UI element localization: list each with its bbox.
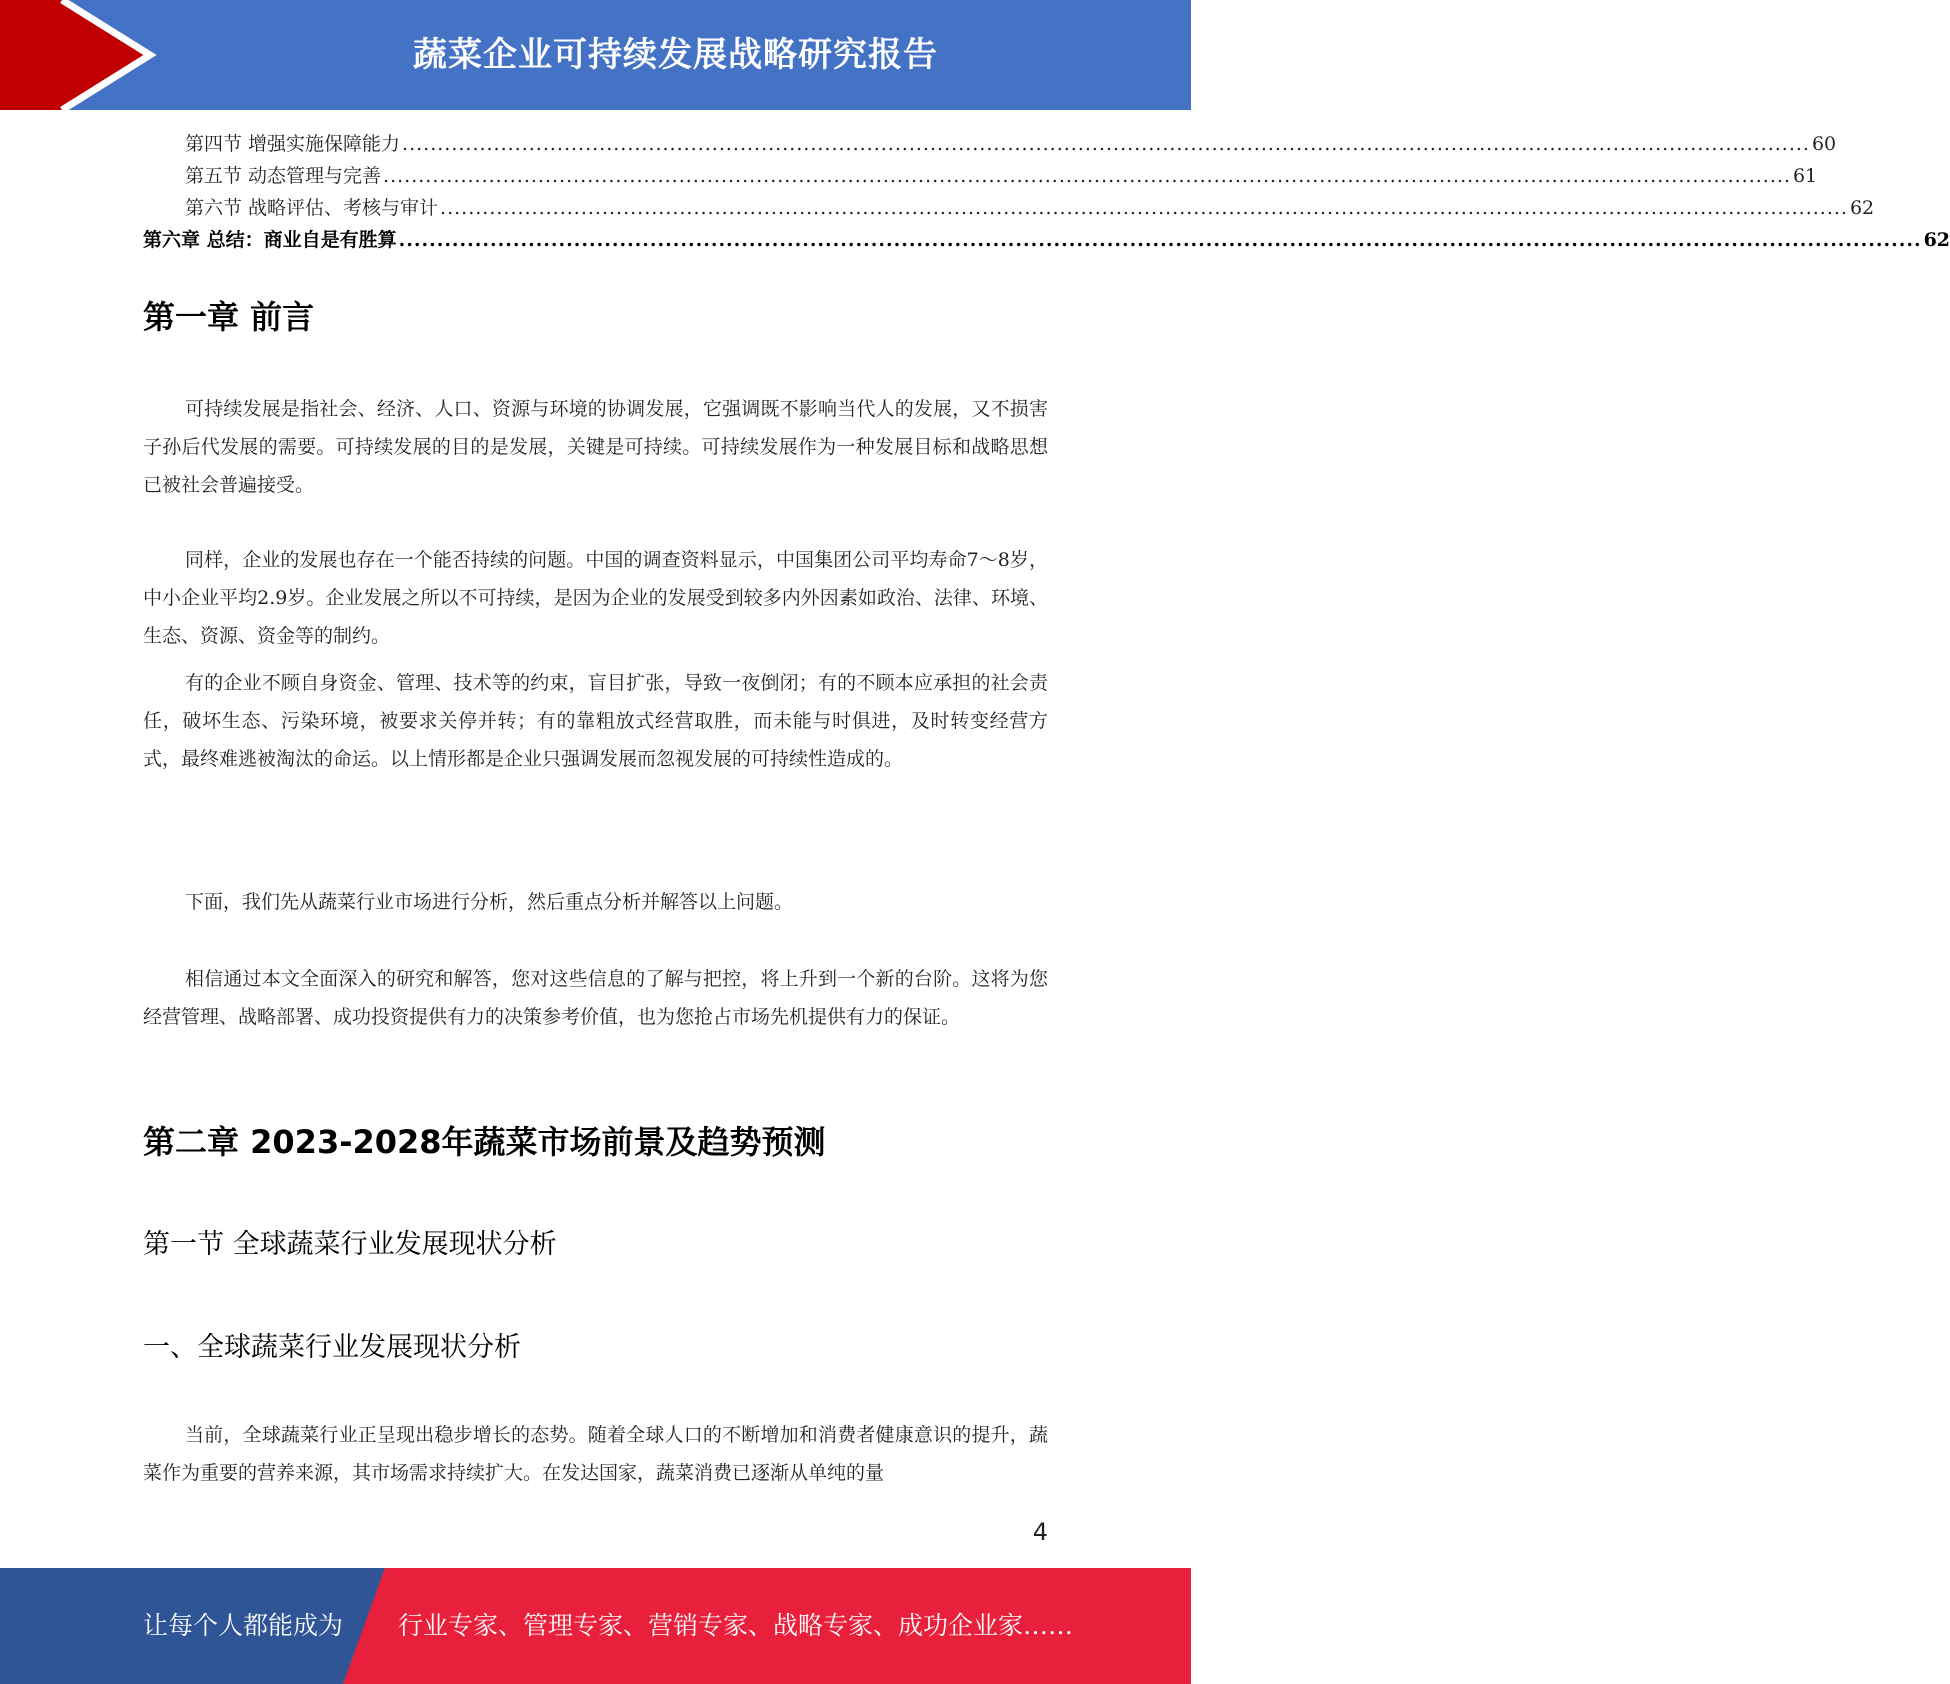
body-paragraph: 相信通过本文全面深入的研究和解答，您对这些信息的了解与把控，将上升到一个新的台阶。这将为您经营管理、战略部署、成功投资提供有力的决策参考价值，也为您抢占市场先机提供有力的保证。 [143,968,1048,1028]
toc-leader-dots: ........................................................................................................................................................................................................ [440,197,1848,219]
toc-entry[interactable] [143,224,1950,256]
toc-entry-page: 62 [1849,197,1875,219]
header-band [0,0,1191,110]
report-title: 蔬菜企业可持续发展战略研究报告 [413,35,938,75]
table-of-contents [143,128,1950,256]
toc-entry[interactable] [143,192,1875,224]
toc-entry-page: 62 [1923,229,1950,251]
body-paragraph: 同样，企业的发展也存在一个能否持续的问题。中国的调查资料显示，中国集团公司平均寿命7～8岁，中小企业平均2.9岁。企业发展之所以不可持续，是因为企业的发展受到较多内外因素如政治、法律、环境、生态、资源、资金等的制约。 [143,549,1048,647]
section-heading: 第一节 全球蔬菜行业发展现状分析 [143,1229,557,1260]
body-paragraph: 下面，我们先从蔬菜行业市场进行分析，然后重点分析并解答以上问题。 [185,891,794,913]
header-arrow-decoration [0,0,160,110]
toc-leader-dots: ........................................................................................................................................................................................................ [398,229,1922,251]
toc-leader-dots: ........................................................................................................................................................................................................ [383,165,1791,187]
toc-entry-label: 第六章 总结：商业自是有胜算 [143,229,397,251]
body-paragraph: 可持续发展是指社会、经济、人口、资源与环境的协调发展，它强调既不影响当代人的发展，又不损害子孙后代发展的需要。可持续发展的目的是发展，关键是可持续。可持续发展作为一种发展目标和战略思想已被社会普遍接受。 [143,398,1048,496]
body-paragraph: 当前，全球蔬菜行业正呈现出稳步增长的态势。随着全球人口的不断增加和消费者健康意识的提升，蔬菜作为重要的营养来源，其市场需求持续扩大。在发达国家，蔬菜消费已逐渐从单纯的量 [143,1424,1048,1484]
toc-entry[interactable] [143,160,1818,192]
footer-slogan-right: 行业专家、管理专家、营销专家、战略专家、成功企业家…… [398,1611,1074,1640]
toc-entry-label: 第四节 增强实施保障能力 [185,133,401,155]
toc-entry-label: 第六节 战略评估、考核与审计 [185,197,439,219]
chapter-heading: 第二章 2023-2028年蔬菜市场前景及趋势预测 [143,1123,826,1161]
footer-band [0,1568,1191,1684]
subsection-heading: 一、全球蔬菜行业发展现状分析 [143,1332,521,1363]
toc-entry-page: 60 [1811,133,1837,155]
chapter-heading: 第一章 前言 [143,298,315,336]
toc-entry-page: 61 [1792,165,1818,187]
toc-leader-dots: ........................................................................................................................................................................................................ [402,133,1810,155]
page-number: 4 [1032,1518,1048,1546]
body-paragraph: 有的企业不顾自身资金、管理、技术等的约束，盲目扩张，导致一夜倒闭；有的不顾本应承担的社会责任，破坏生态、污染环境，被要求关停并转；有的靠粗放式经营取胜，而未能与时俱进，及时转变经营方式，最终难逃被淘汰的命运。以上情形都是企业只强调发展而忽视发展的可持续性造成的。 [143,672,1048,770]
footer-slogan-left: 让每个人都能成为 [143,1611,344,1640]
toc-entry-label: 第五节 动态管理与完善 [185,165,382,187]
toc-entry[interactable] [143,128,1837,160]
